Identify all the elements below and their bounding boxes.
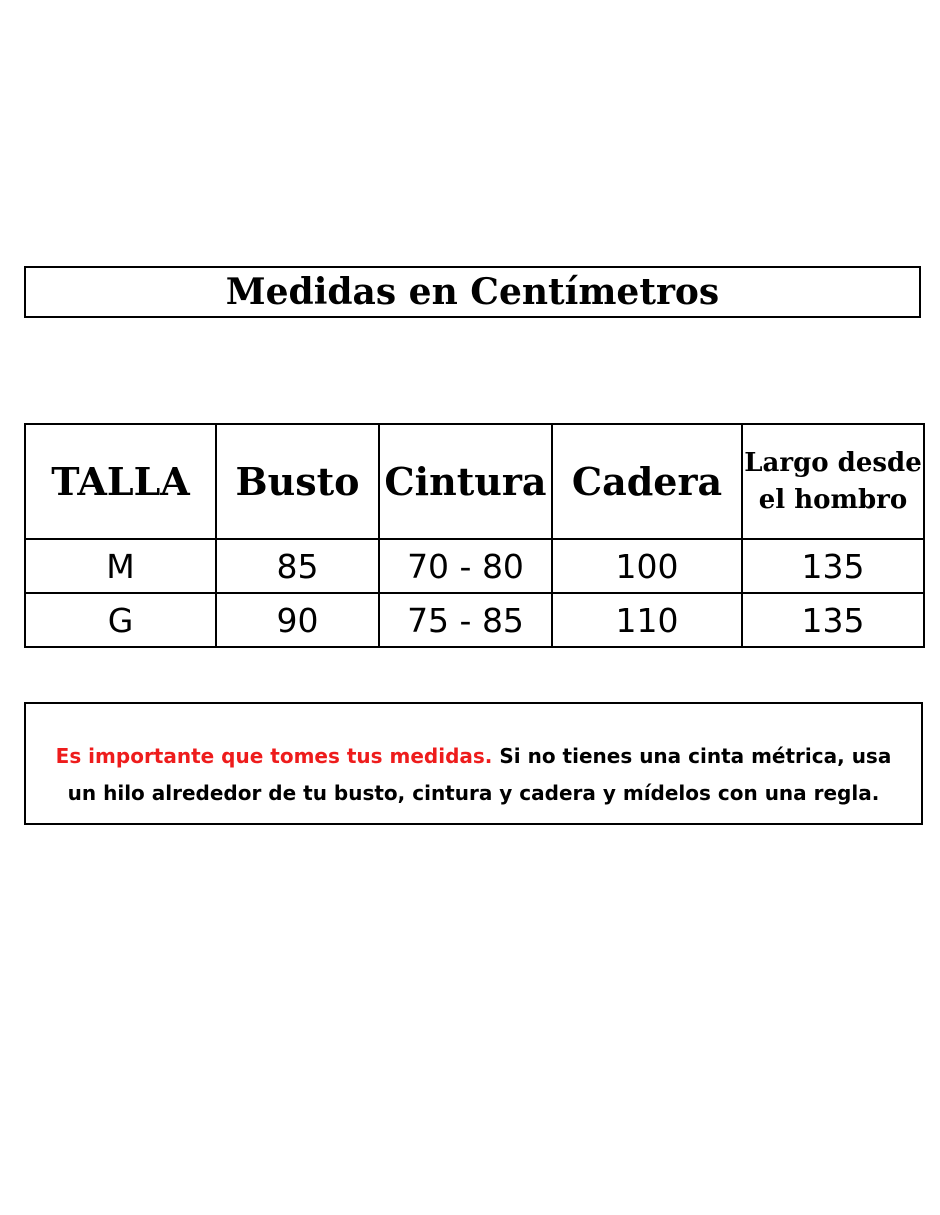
cell-cadera: 100 xyxy=(552,539,742,593)
cell-cadera: 110 xyxy=(552,593,742,647)
note-highlight: Es importante que tomes tus medidas. xyxy=(55,743,493,768)
cell-cintura: 75 - 85 xyxy=(379,593,552,647)
table-header-row xyxy=(25,424,924,539)
cell-largo: 135 xyxy=(742,593,924,647)
title-box xyxy=(24,266,921,318)
size-table xyxy=(24,423,925,648)
cell-cintura: 70 - 80 xyxy=(379,539,552,593)
header-busto: Busto xyxy=(216,424,379,539)
page-title: Medidas en Centímetros xyxy=(225,271,720,313)
note-box xyxy=(24,702,923,825)
header-talla: TALLA xyxy=(25,424,216,539)
header-cintura: Cintura xyxy=(379,424,552,539)
note-body: Si no tienes una cinta métrica, usa un hilo alrededor de tu busto, cintura y cadera y mídelos con una regla. xyxy=(67,743,892,805)
header-cadera: Cadera xyxy=(552,424,742,539)
cell-largo: 135 xyxy=(742,539,924,593)
cell-talla: G xyxy=(25,593,216,647)
header-largo: Largo desde el hombro xyxy=(742,424,924,539)
cell-busto: 85 xyxy=(216,539,379,593)
cell-busto: 90 xyxy=(216,593,379,647)
table-row xyxy=(25,593,924,647)
cell-talla: M xyxy=(25,539,216,593)
table-row xyxy=(25,539,924,593)
note-text xyxy=(46,738,901,812)
